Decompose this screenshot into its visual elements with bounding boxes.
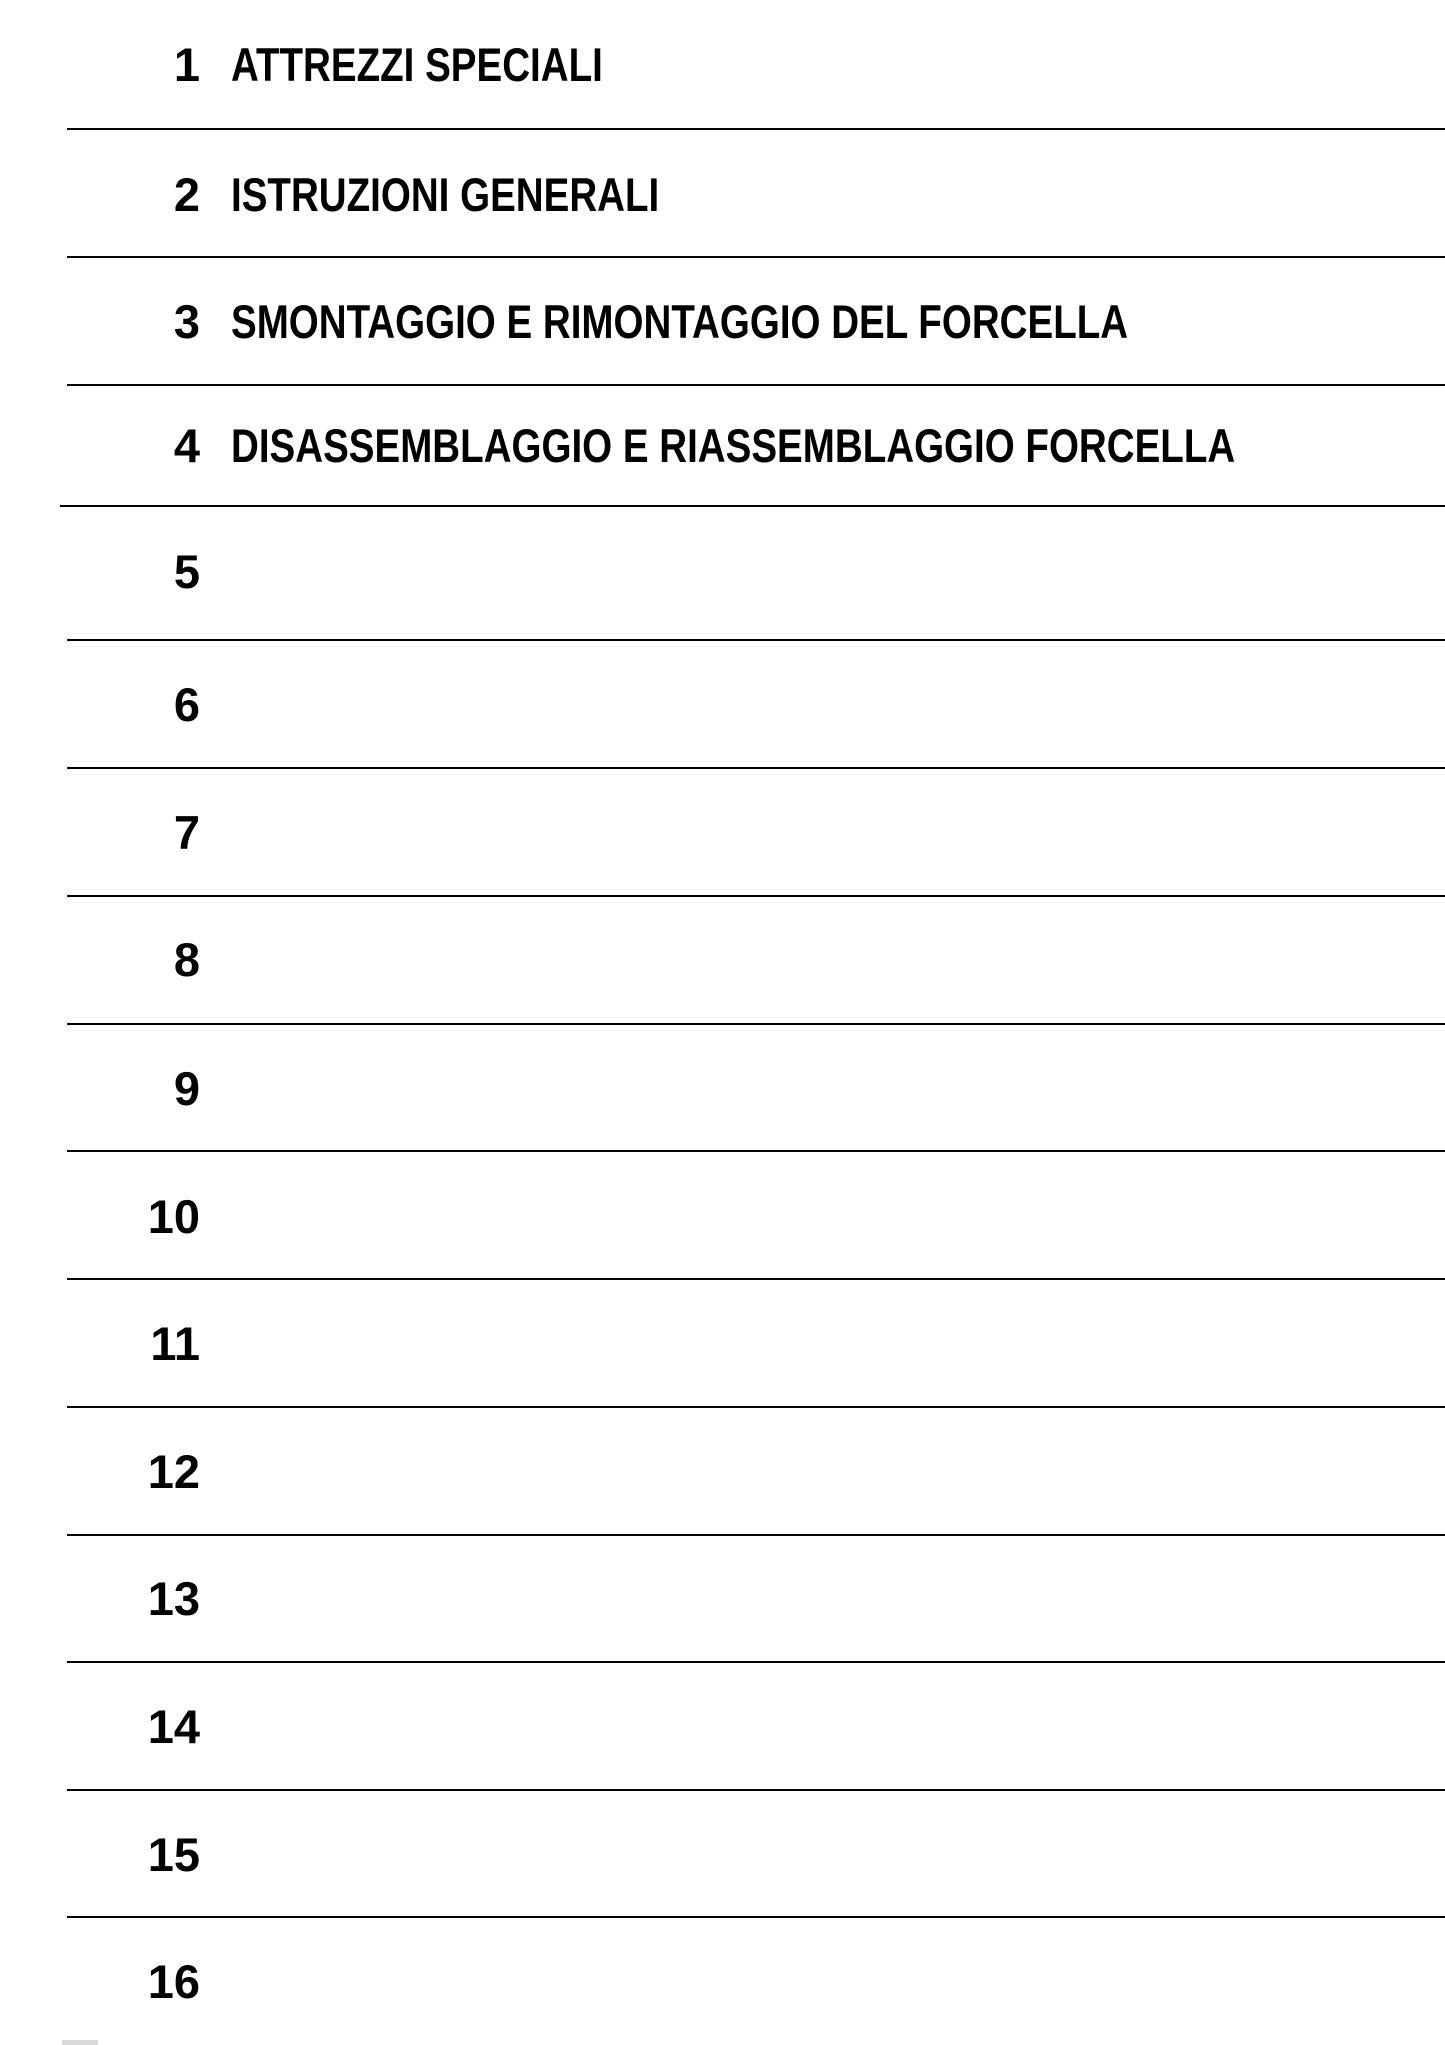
toc-entry-number: 3: [173, 295, 200, 348]
toc-entry-10[interactable]: [0, 1187, 1445, 1247]
divider-line: [67, 1661, 1445, 1663]
toc-entry-12[interactable]: [0, 1442, 1445, 1502]
toc-entry-8[interactable]: [0, 930, 1445, 990]
toc-entry-number: 16: [147, 1955, 200, 2008]
toc-entry-16[interactable]: [0, 1952, 1445, 2012]
toc-entry-number: 6: [173, 678, 200, 731]
toc-entry-number: 10: [147, 1190, 200, 1243]
divider-line: [67, 1916, 1445, 1918]
toc-entry-2[interactable]: [0, 165, 1445, 225]
toc-entry-number: 2: [173, 168, 200, 221]
toc-entry-title: ISTRUZIONI GENERALI: [231, 168, 660, 221]
toc-entry-14[interactable]: [0, 1697, 1445, 1757]
toc-entry-number: 15: [147, 1828, 200, 1881]
divider-line: [67, 639, 1445, 641]
toc-entry-5[interactable]: [0, 542, 1445, 602]
divider-line: [67, 1406, 1445, 1408]
divider-line: [67, 128, 1445, 130]
divider-line: [67, 1789, 1445, 1791]
toc-entry-6[interactable]: [0, 675, 1445, 735]
toc-entry-number: 11: [150, 1317, 200, 1370]
toc-entry-title: DISASSEMBLAGGIO E RIASSEMBLAGGIO FORCELLA: [231, 419, 1236, 472]
toc-entry-number: 14: [147, 1700, 200, 1753]
toc-entry-number: 8: [173, 933, 200, 986]
toc-entry-4[interactable]: [0, 416, 1445, 476]
page-corner-mark: [62, 2040, 98, 2045]
divider-line: [67, 1023, 1445, 1025]
toc-entry-title: SMONTAGGIO E RIMONTAGGIO DEL FORCELLA: [231, 295, 1129, 348]
toc-entry-15[interactable]: [0, 1825, 1445, 1885]
toc-entry-number: 7: [173, 806, 200, 859]
toc-entry-number: 5: [173, 545, 200, 598]
toc-entry-7[interactable]: [0, 803, 1445, 863]
toc-entry-number: 9: [173, 1062, 200, 1115]
toc-entry-9[interactable]: [0, 1059, 1445, 1119]
divider-line: [67, 1534, 1445, 1536]
toc-entry-13[interactable]: [0, 1569, 1445, 1629]
divider-line: [67, 384, 1445, 386]
divider-line: [60, 505, 1445, 507]
toc-entry-number: 13: [147, 1572, 200, 1625]
toc-entry-number: 1: [173, 38, 200, 91]
divider-line: [67, 895, 1445, 897]
toc-entry-title: ATTREZZI SPECIALI: [231, 38, 603, 91]
toc-entry-11[interactable]: [0, 1314, 1445, 1374]
toc-entry-3[interactable]: [0, 292, 1445, 352]
toc-entry-number: 4: [173, 419, 200, 472]
divider-line: [67, 1150, 1445, 1152]
divider-line: [67, 256, 1445, 258]
toc-entry-1[interactable]: [0, 35, 1445, 95]
divider-line: [67, 1278, 1445, 1280]
divider-line: [67, 767, 1445, 769]
toc-entry-number: 12: [147, 1445, 200, 1498]
